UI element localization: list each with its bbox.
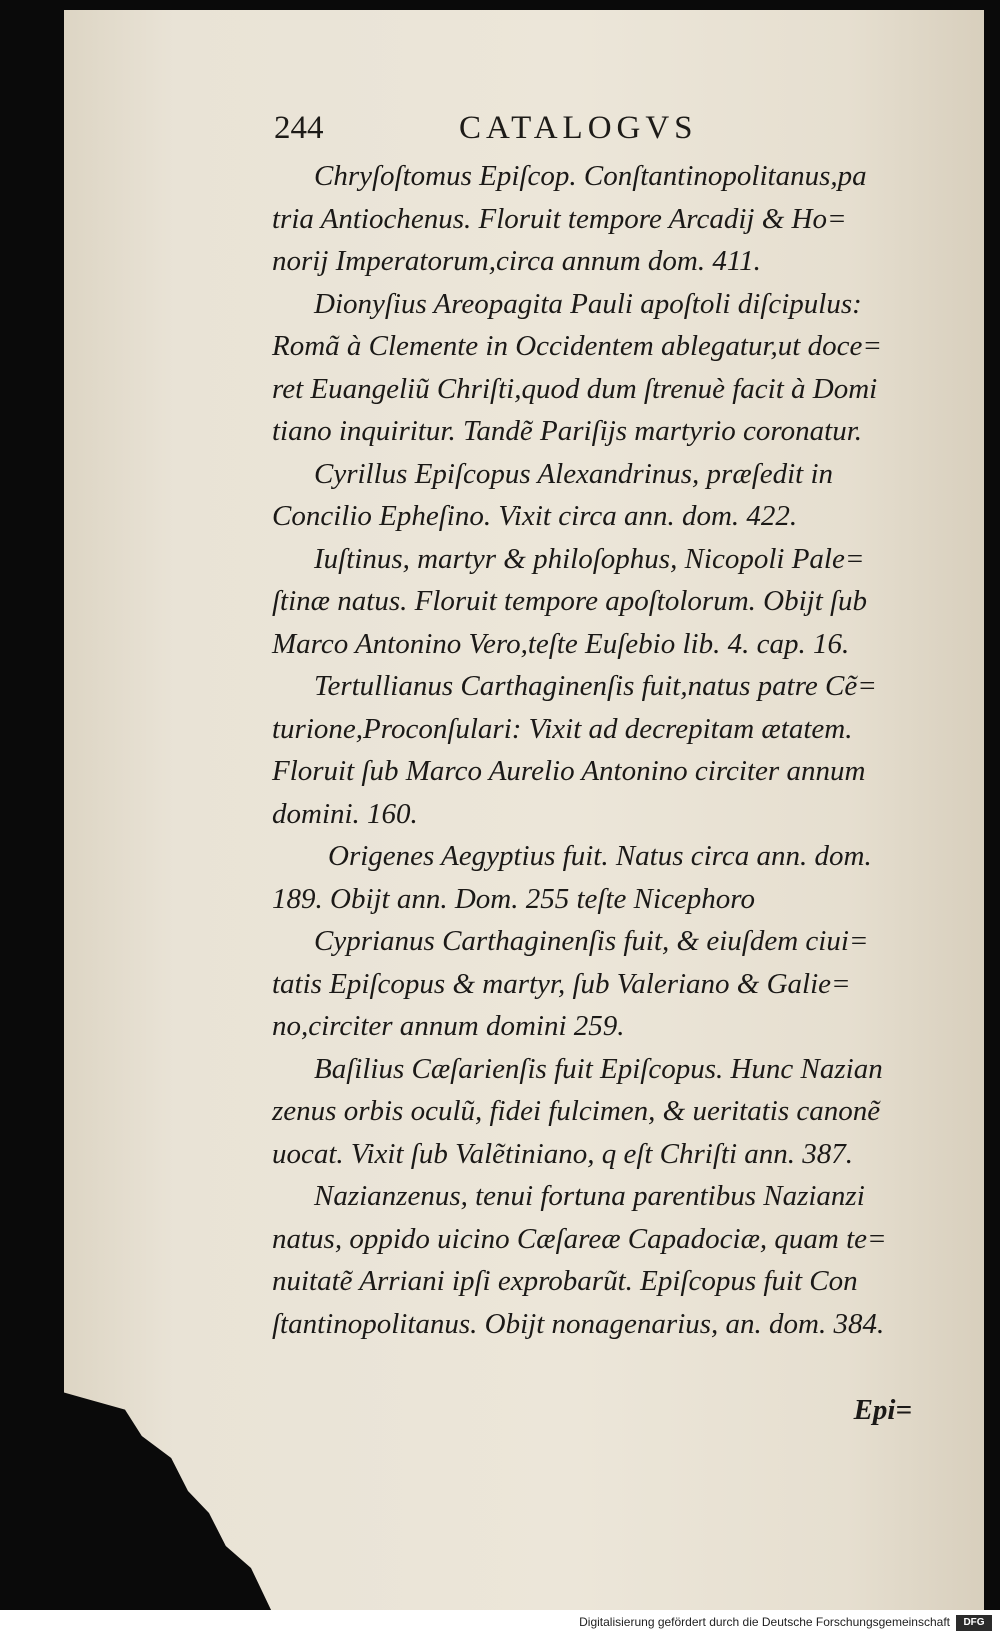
- text-line: Floruit ſub Marco Aurelio Antonino circiter annum: [272, 755, 866, 787]
- text-line: Baſilius Cæſarienſis fuit Epiſcopus. Hunc Nazian: [314, 1052, 883, 1085]
- text-line: tiano inquiritur. Tandẽ Pariſijs martyrio coronatur.: [272, 415, 863, 447]
- text-line: natus, oppido uicino Cæſareæ Capadociæ, quam te=: [272, 1222, 887, 1255]
- catchword: Epi=: [853, 1394, 912, 1426]
- text-line: Dionyſius Areopagita Pauli apoſtoli diſcipulus:: [314, 287, 862, 320]
- text-line: tria Antiochenus. Floruit tempore Arcadij & Ho=: [272, 202, 847, 235]
- text-line: 189. Obijt ann. Dom. 255 teſte Nicephoro: [272, 882, 756, 915]
- page-title: CATALOGVS: [459, 110, 698, 146]
- text-line: Romã à Clemente in Occidentem ablegatur,ut doce=: [272, 330, 882, 362]
- text-line: Cyrillus Epiſcopus Alexandrinus, præſedit in: [314, 457, 834, 490]
- text-line: Concilio Epheſino. Vixit circa ann. dom. 422.: [272, 500, 798, 532]
- text-line: zenus orbis oculũ, fidei fulcimen, & ueritatis canonẽ: [272, 1095, 881, 1127]
- text-line: Iuſtinus, martyr & philoſophus, Nicopoli Pale=: [314, 542, 865, 575]
- text-line: ſtinæ natus. Floruit tempore apoſtolorum. Obijt ſub: [272, 585, 868, 617]
- text-line: turione,Proconſulari: Vixit ad decrepitam ætatem.: [272, 712, 853, 745]
- text-line: ſtantinopolitanus. Obijt nonagenarius, an. dom. 384.: [272, 1307, 885, 1340]
- torn-page-corner: [64, 1392, 272, 1610]
- text-line: Marco Antonino Vero,teſte Euſebio lib. 4. cap. 16.: [272, 627, 850, 660]
- page-body: [272, 155, 962, 1345]
- text-line: no,circiter annum domini 259.: [272, 1010, 625, 1042]
- text-line: uocat. Vixit ſub Valẽtiniano, q eſt Chriſti ann. 387.: [272, 1137, 854, 1170]
- text-line: nuitatẽ Arriani ipſi exprobarũt. Epiſcopus fuit Con: [272, 1265, 858, 1297]
- book-page: [64, 10, 984, 1610]
- funding-credit: Digitalisierung gefördert durch die Deutsche Forschungsgemeinschaft: [579, 1615, 950, 1629]
- text-line: Origenes Aegyptius fuit. Natus circa ann. dom.: [328, 840, 872, 872]
- text-line: Chryſoſtomus Epiſcop. Conſtantinopolitanus,pa: [314, 160, 867, 192]
- text-line: tatis Epiſcopus & martyr, ſub Valeriano & Galie=: [272, 967, 851, 1000]
- running-head: [274, 110, 834, 150]
- text-line: domini. 160.: [272, 797, 418, 830]
- text-line: Nazianzenus, tenui fortuna parentibus Nazianzi: [314, 1180, 865, 1212]
- text-line: Tertullianus Carthaginenſis fuit,natus patre Cẽ=: [314, 670, 877, 702]
- dfg-logo: DFG: [956, 1615, 992, 1631]
- text-line: ret Euangeliũ Chriſti,quod dum ſtrenuè facit à Domi: [272, 372, 878, 405]
- text-line: Cyprianus Carthaginenſis fuit, & eiuſdem ciui=: [314, 925, 869, 957]
- text-line: norij Imperatorum,circa annum dom. 411.: [272, 245, 761, 277]
- page-number: 244: [274, 110, 324, 146]
- digitization-footer: [0, 1610, 1000, 1637]
